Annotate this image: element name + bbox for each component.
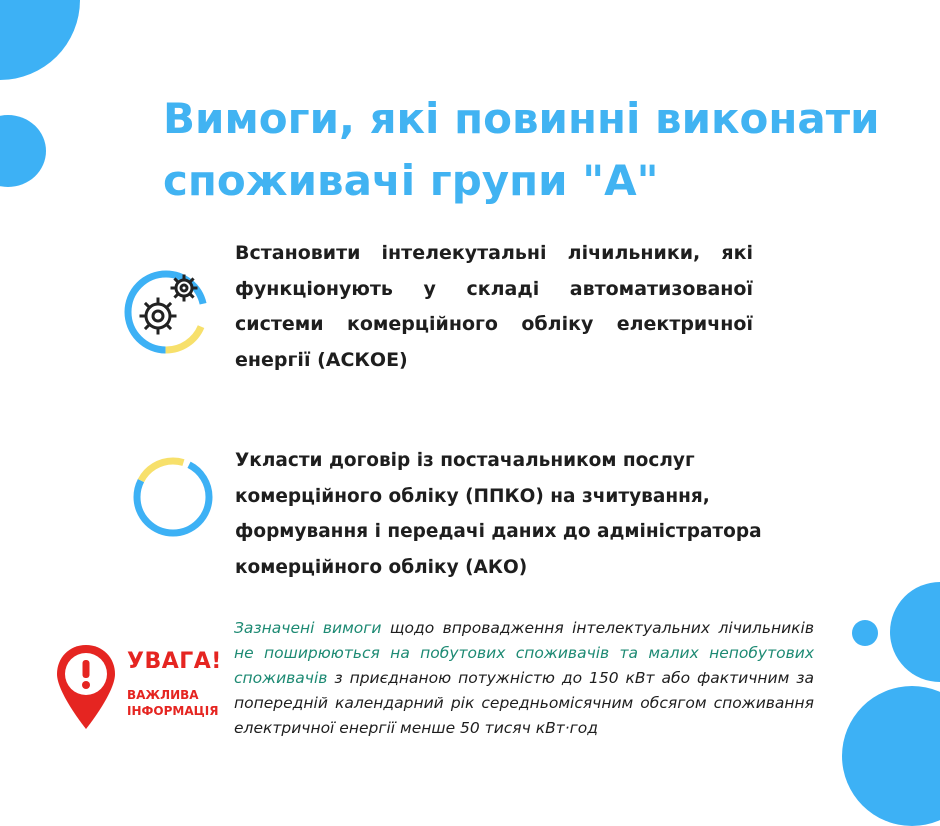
ring-icon [131, 455, 215, 539]
alert-badge [54, 643, 234, 733]
alert-subtitle-line2: ІНФОРМАЦІЯ [127, 704, 219, 718]
alert-title: УВАГА! [127, 649, 222, 674]
alert-subtitle [127, 687, 237, 719]
gears-icon [122, 268, 210, 356]
requirement-1-text: Встановити інтелекутальні лічильники, які функціонують у складі автоматизованої системи комерційного обліку електричної енергії (АСКОЕ) [235, 242, 753, 371]
decor-corner-top-left [0, 0, 80, 80]
page-title: Вимоги, які повинні виконати споживачі групи "А" [163, 94, 880, 205]
decor-dot-bottom-right [852, 620, 878, 646]
decor-circle-right [890, 582, 940, 682]
decor-circle-left [0, 115, 46, 187]
decor-circle-bottom-right [842, 686, 940, 826]
note-part-2: щодо впровадження інтелектуальних лічильників [381, 619, 814, 637]
note-text [234, 616, 814, 741]
note-part-4: з приєднаною потужністю до 150 кВт або фактичним за попередній календарний рік середньомісячним обсягом споживання електричної енергії менше 50 тисяч кВт·год [234, 669, 814, 737]
alert-subtitle-line1: ВАЖЛИВА [127, 688, 199, 702]
requirement-2-text: Укласти договір із постачальником послуг комерційного обліку (ППКО) на зчитування, формування і передачі даних до адміністратора комерційного обліку (АКО) [235, 450, 762, 578]
warning-pin-icon [54, 643, 118, 731]
note-part-1: Зазначені вимоги [234, 619, 382, 637]
note-part-3: не поширюються на побутових споживачів та малих непобутових споживачів [234, 644, 814, 687]
